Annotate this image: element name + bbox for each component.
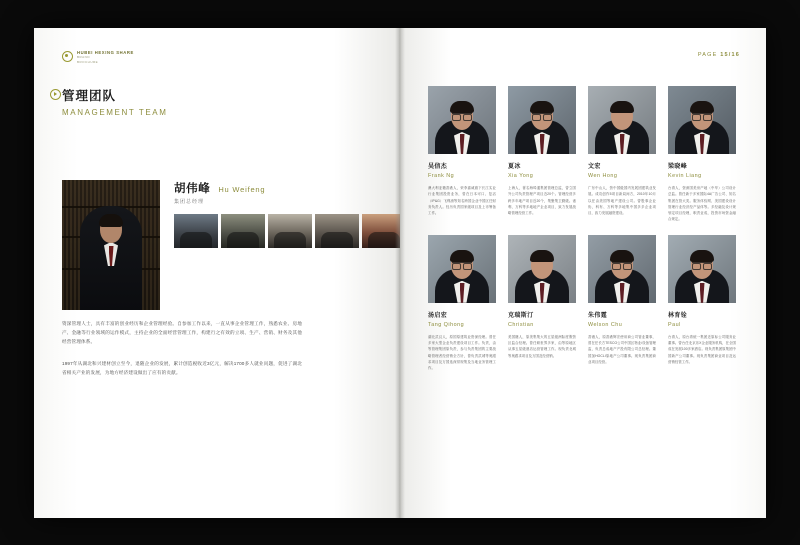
member-name-en: Welson Chu (588, 321, 623, 328)
member-bio: 澳大利亚籍香港人，荣李嘉诚旗下长江实业行业集团投资业务，曾在日本可口、复活（IP&G）飞利浦等知名跨国企业中国区任财务负责人。经历负责国家级项目及上市筹备工作。 (428, 186, 496, 216)
brand-logo (62, 50, 134, 65)
member-name-cn: 汤启宏 (428, 312, 448, 319)
member-bio: 美国籍人，原美集集大的五星级洲际度假资区监合经理。曾任职世界多家，由等原地区从事五星级酒店运营管理工作。现负责北城等奥跟求项目及万国及经营销。 (508, 334, 576, 358)
team-member-card (668, 86, 736, 223)
member-bio: 台湾人，资深国美房产地（中华）公司设计总监。曾任新于多家国际4A广告公司、知名集团在管大类。服务体验网、美国建设设计管理行业经济经产品体等。多经融及设计规划定项目经理，职责业成，投资市场资金融合规定。 (668, 186, 736, 222)
member-name-cn: 克瑞斯汀 (508, 312, 534, 319)
event-thumbnail (221, 214, 265, 248)
team-member-card (588, 86, 656, 223)
member-name-en: Xia Yong (508, 173, 534, 179)
feature-name-cn: 胡伟峰 (174, 183, 211, 195)
glasses-icon (452, 113, 472, 120)
member-portrait (428, 235, 496, 303)
page-folio (698, 52, 740, 58)
member-name-en: Tang Qihong (428, 321, 465, 328)
glasses-icon (452, 262, 472, 269)
member-name-cn: 文宏 (588, 164, 601, 170)
member-bio: 台湾人，原台湾统一集团近原标公司服务业董事。曾台任北京乐X企业服务机构，在全国成在发展100多家酒店。现负责集团原集团中国新产公司董事。现负责集团商业项目及运营销经管工作。 (668, 334, 736, 364)
member-bio: 上海人，著名海埠通集团管理总监，曾立国外公司负责管理产项目近20个。管理经营多跨多年地产项目近20个，集聚集卫勤级。诸利、万科等多地地产企业项目，致力发展战略管理经营工作。 (508, 186, 576, 216)
member-name-cn: 夏冰 (508, 164, 521, 170)
event-thumbnail (315, 214, 359, 248)
left-page (34, 28, 400, 518)
member-name-en: Frank Ng (428, 173, 455, 179)
member-bio: 广东中山人，资中国级国内发展团建筑业发展。成功创作5项目新局间方，2010年10月以任由美国等地产建设公司。曾股事企业协，科有、万科等多地集中国多多企业项目，致力发展融资建设。 (588, 186, 656, 216)
member-portrait (428, 86, 496, 154)
member-bio: 香港人，原香港辉宏使用商公司管业董事，曾在任长方TESCO公司中国区物业/设备管理监，负责总成地产产投有限公司总经理。董国加HOCLI原地产公司董事。现负责集团商业项目经营。 (588, 334, 656, 364)
event-thumbnail (268, 214, 312, 248)
team-member-grid (428, 86, 738, 372)
glasses-icon (692, 262, 712, 269)
feature-portrait-photo (62, 180, 160, 310)
feature-name-en: Hu Weifeng (218, 185, 266, 194)
member-name-cn: 梁晓峰 (668, 164, 688, 170)
feature-person-silhouette (80, 206, 142, 310)
brand-sub-line-1: BRAND (77, 55, 91, 60)
event-thumbnail (174, 214, 218, 248)
team-member-card (668, 235, 736, 372)
member-name-cn: 朱伟霆 (588, 312, 608, 319)
folio-value: 15/16 (720, 52, 740, 58)
circle-logo-icon (62, 51, 73, 62)
team-member-card (508, 235, 576, 372)
member-portrait (668, 235, 736, 303)
member-portrait (508, 235, 576, 303)
hair-shape (99, 214, 123, 227)
feature-bio-paragraph-2: 1997年从湖北和兴建材创立至今，退随企业的发展，累计创造税收近3亿元，解决1700多人就业问题，促进了湖北省相关产业的发展，为地方经济建设做出了应有的贡献。 (62, 361, 302, 375)
brand-sub-line-2: BROCHURE (77, 60, 99, 64)
member-portrait (588, 86, 656, 154)
arrow-right-icon (50, 89, 61, 100)
member-name-en: Christian (508, 321, 534, 328)
member-bio: 湖北武汉人，原国原建筑业资深经理。曾任多家大型企业负责建设项目工作。负责，由等管理集团原负责，参与负责集团的主要战略管理者经营销全方针，曾负责武城等奥跟求项目及万国选深常规集及当地业务管理工作。 (428, 334, 496, 371)
event-thumbnail-strip (174, 214, 406, 248)
feature-bio-paragraph-1: 资深管理人士，具有丰富的创业经历和企业管理经验。自参加工作以来，一直从事企业管理工作，熟悉农业、房地产、金融等行业领域的运作模式，主持企业的全面经营管理工作，构建行之有效的立项、生产、营销、财务及其他经营管理体系。 (62, 321, 302, 344)
member-name-cn: 林育铨 (668, 312, 688, 319)
glasses-icon (612, 262, 632, 269)
member-name-en: Wen Hong (588, 173, 618, 179)
section-heading (62, 86, 168, 117)
glasses-icon (532, 113, 552, 120)
member-name-en: Kevin Liang (668, 173, 702, 179)
section-title-cn: 管理团队 (62, 89, 117, 103)
member-name-en: Paul (668, 321, 681, 328)
member-portrait (508, 86, 576, 154)
brand-name: HUBEI HEXING SHARE (77, 50, 134, 55)
team-member-card (588, 235, 656, 372)
team-member-card (508, 86, 576, 223)
folio-label: PAGE (697, 52, 718, 58)
member-portrait (668, 86, 736, 154)
team-member-card (428, 235, 496, 372)
feature-name-row (174, 180, 265, 196)
member-name-cn: 吴信杰 (428, 164, 448, 170)
section-title-en: MANAGEMENT TEAM (62, 108, 168, 117)
feature-job-title: 集团总经理 (174, 199, 205, 205)
member-portrait (588, 235, 656, 303)
glasses-icon (692, 113, 712, 120)
right-page (400, 28, 766, 518)
brand-logo-text (77, 50, 134, 65)
team-member-card (428, 86, 496, 223)
magazine-spread (34, 28, 766, 518)
